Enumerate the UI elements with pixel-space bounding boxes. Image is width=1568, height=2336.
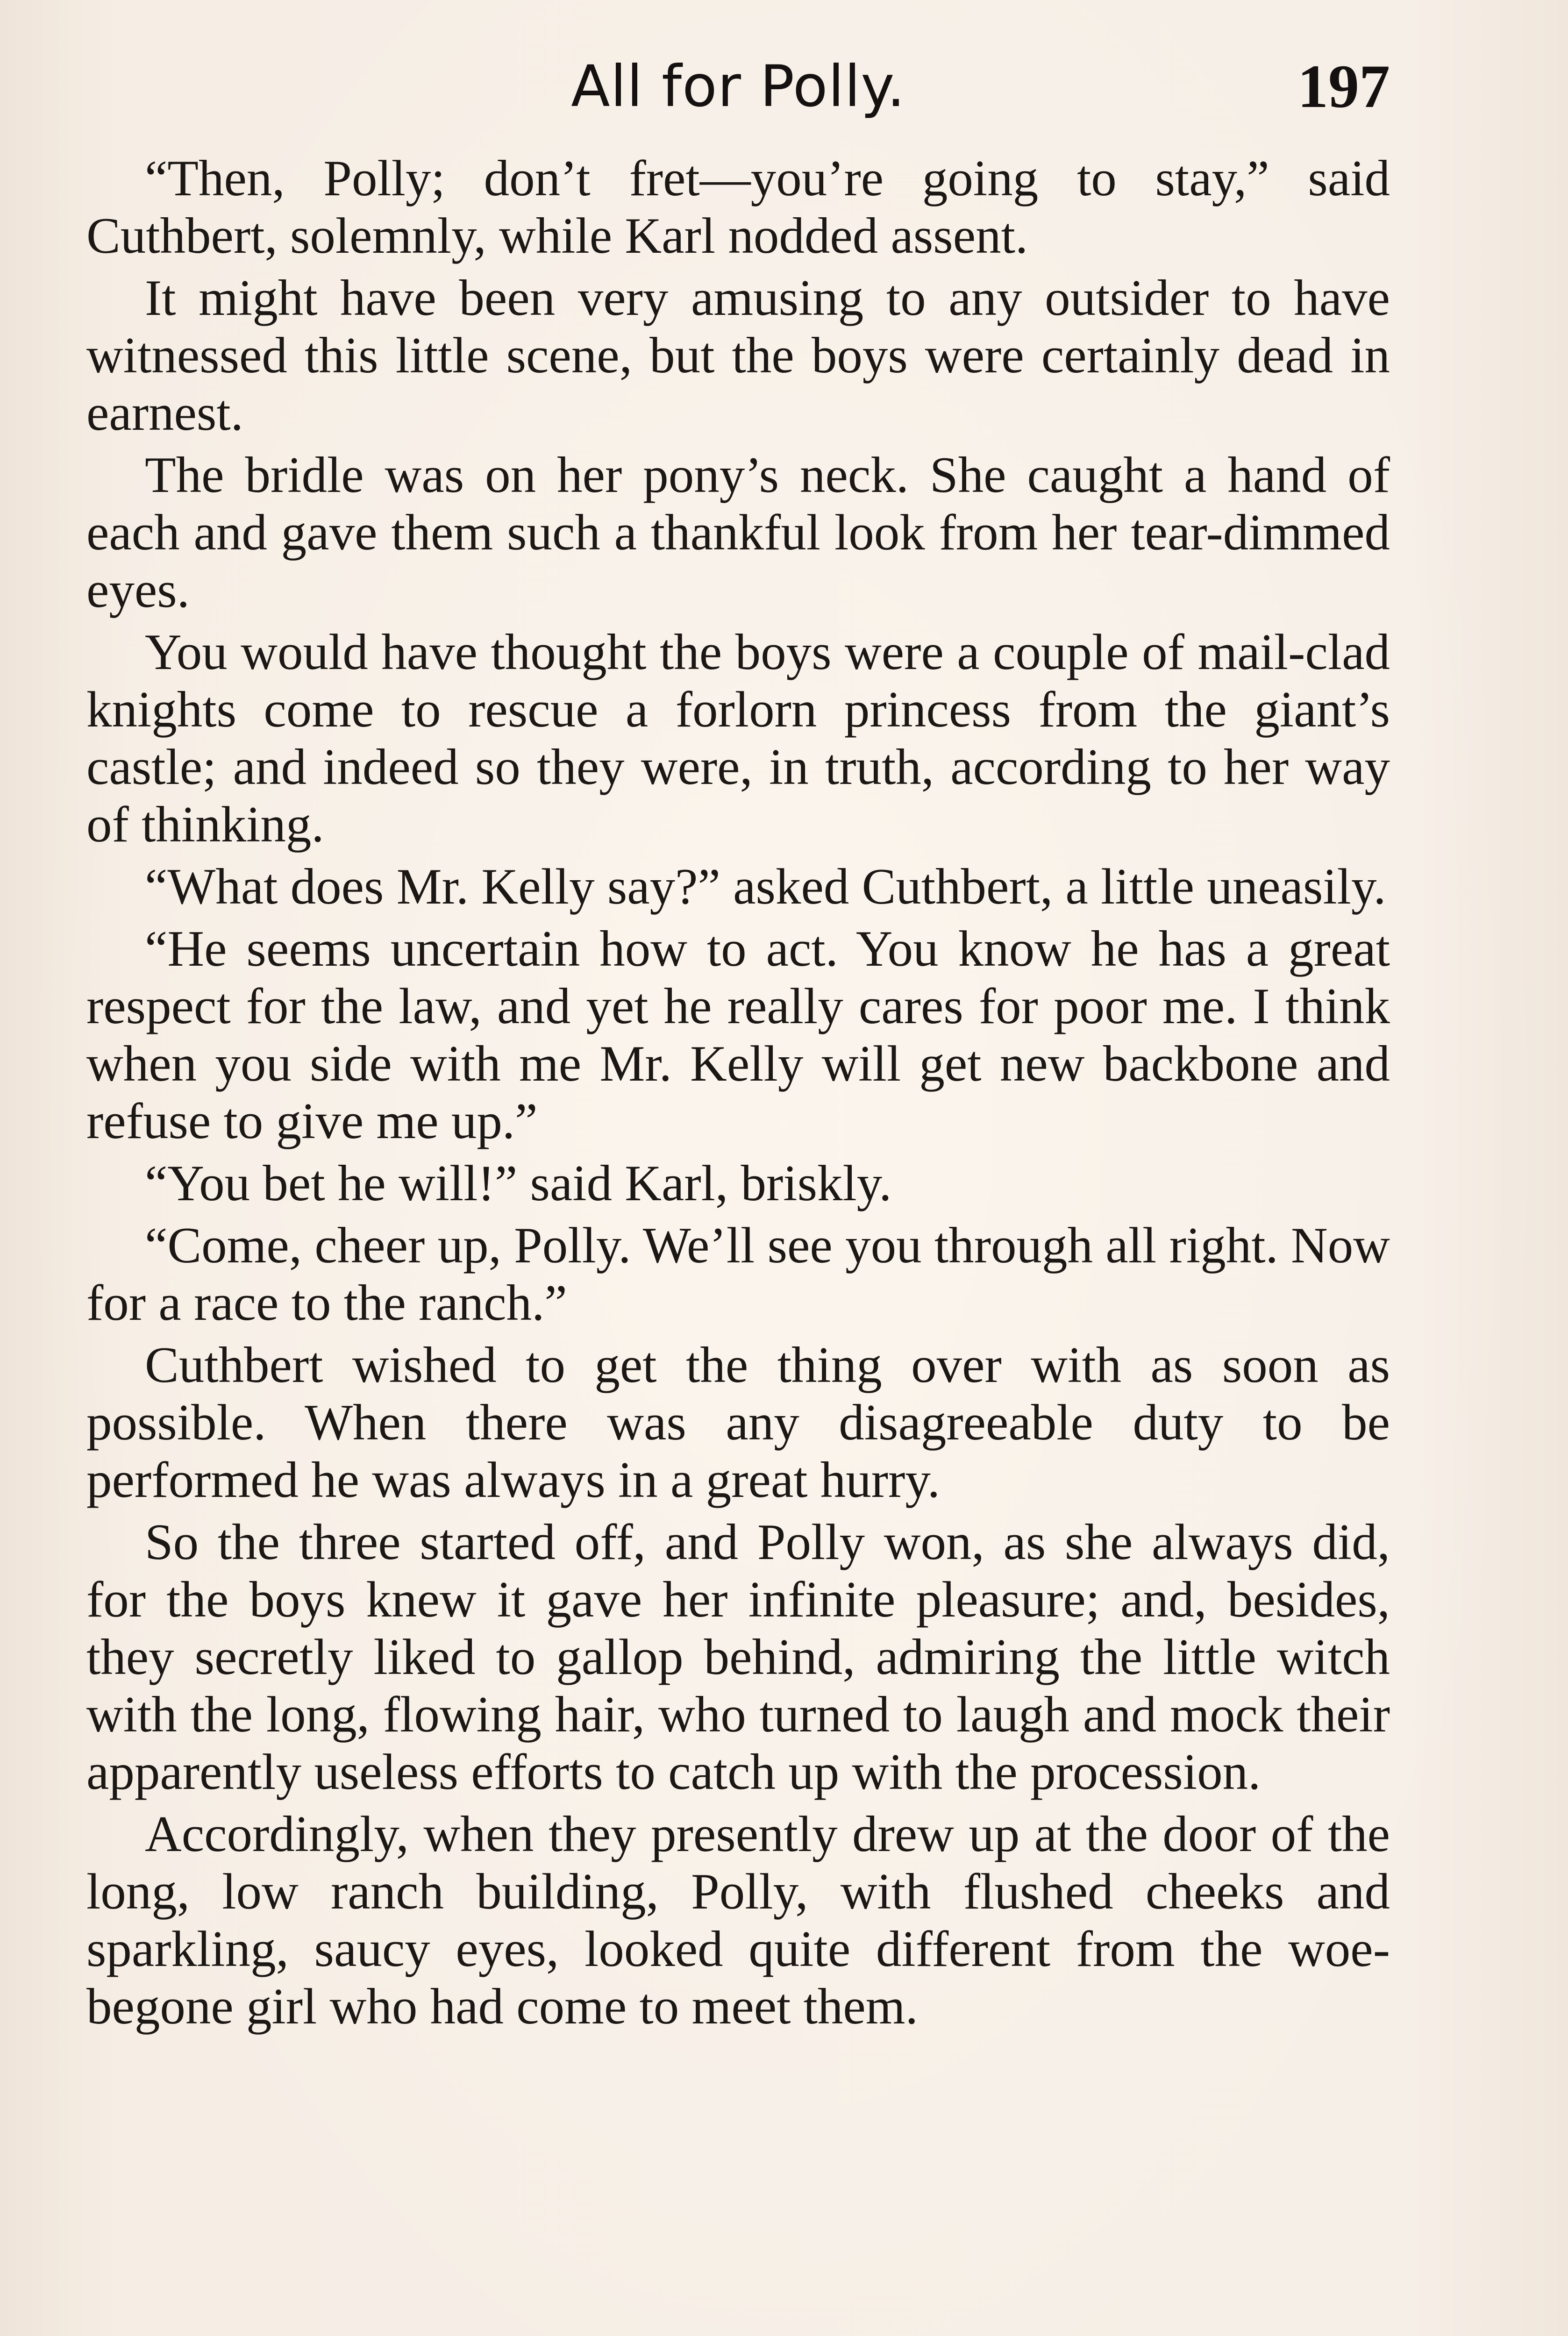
- paragraph: “Come, cheer up, Polly. We’ll see you through all right. Now for a race to the ranch.”: [86, 1217, 1390, 1331]
- paragraph: “You bet he will!” said Karl, briskly.: [145, 1155, 892, 1211]
- paragraph: It might have been very amusing to any outsider to have witnessed this little scene, but the boys were certainly dead in earnest.: [86, 270, 1390, 441]
- paragraph: “He seems uncertain how to act. You know he has a great respect for the law, and yet he really cares for poor me. I think when you side with me Mr. Kelly will get new backbone and refuse to give me up.”: [86, 920, 1390, 1149]
- paragraph: So the three started off, and Polly won, as she always did, for the boys knew it gave her infinite pleasure; and, besides, they secretly liked to gallop behind, admiring the little witch with the long, flowing hair, who turned to laugh and mock their apparently useless efforts to catch up with the procession.: [86, 1514, 1390, 1800]
- paragraph: You would have thought the boys were a couple of mail-clad knights come to rescue a forlorn princess from the giant’s castle; and indeed so they were, in truth, according to her way of thinking.: [86, 624, 1390, 853]
- paragraph: Accordingly, when they presently drew up at the door of the long, low ranch building, Polly, with flushed cheeks and sparkling, saucy eyes, looked quite different from the woe-begone girl who had come to meet them.: [86, 1806, 1390, 2035]
- page-number: 197: [1297, 52, 1390, 121]
- page-header: [86, 51, 1390, 121]
- paragraph: The bridle was on her pony’s neck. She caught a hand of each and gave them such a thankful look from her tear-dimmed eyes.: [86, 447, 1390, 618]
- paragraph: Cuthbert wished to get the thing over with as soon as possible. When there was any disagreeable duty to be performed he was always in a great hurry.: [86, 1337, 1390, 1508]
- running-title: All for Polly.: [571, 53, 905, 120]
- body-text: [86, 150, 1390, 2040]
- paragraph: “Then, Polly; don’t fret—you’re going to stay,” said Cuthbert, solemnly, while Karl nodded assent.: [86, 150, 1390, 264]
- paragraph: “What does Mr. Kelly say?” asked Cuthbert, a little uneasily.: [145, 858, 1386, 915]
